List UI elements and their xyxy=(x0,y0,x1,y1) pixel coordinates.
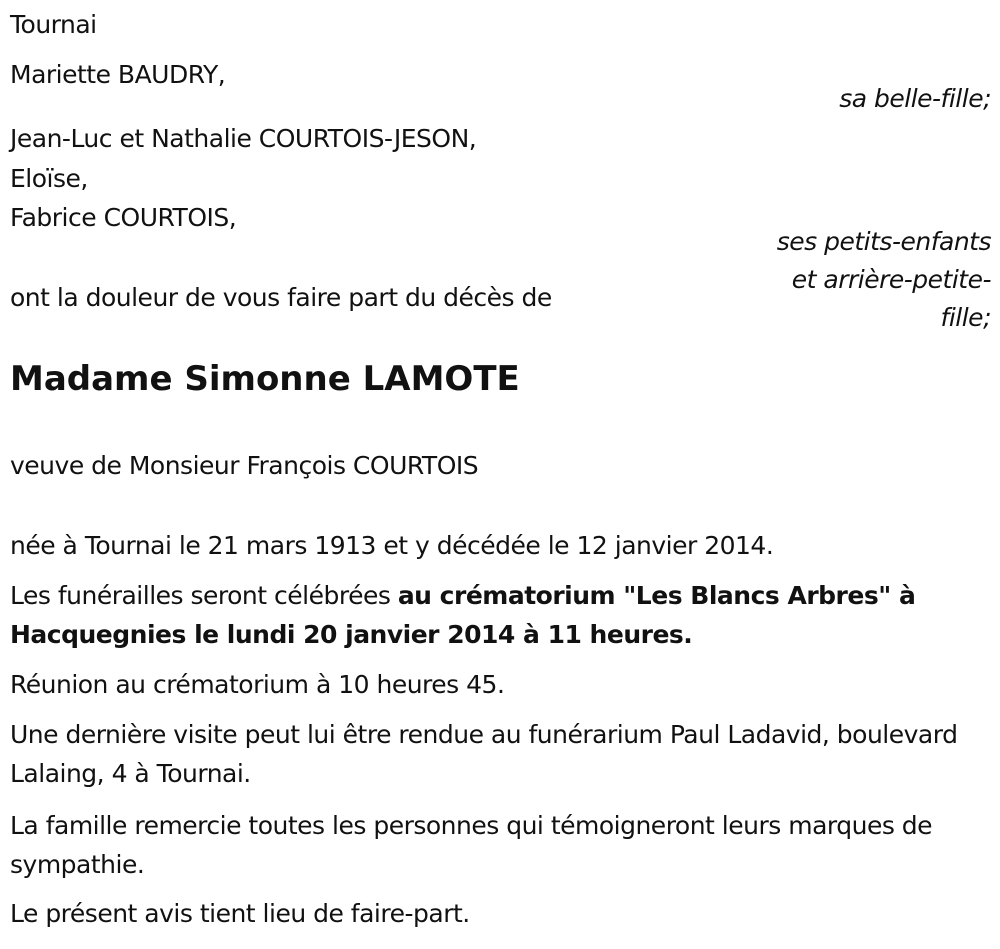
funeral-details: au crématorium "Les Blancs Arbres" à Hacquegnies le lundi 20 janvier 2014 à 11 heures. xyxy=(10,581,916,649)
thanks-text: La famille remercie toutes les personnes qui témoigneront leurs marques de sympathie. xyxy=(10,811,933,879)
city: Tournai xyxy=(10,10,97,39)
family-member-fabrice: Fabrice COURTOIS, xyxy=(10,203,237,232)
role-belle-fille: sa belle-fille; xyxy=(839,84,991,113)
visit-info: Une dernière visite peut lui être rendue au funérarium Paul Ladavid, boulevard Lalaing, 4 à Tournai. xyxy=(10,720,958,788)
role-petits-enfants xyxy=(777,223,991,337)
birth-death: née à Tournai le 21 mars 1913 et y décédée le 12 janvier 2014. xyxy=(10,531,774,560)
family-member-eloise: Eloïse, xyxy=(10,164,88,193)
role-line-3: fille; xyxy=(940,303,991,332)
deceased-name: Madame Simonne LAMOTE xyxy=(10,359,520,399)
funeral-info xyxy=(10,576,985,654)
meeting-info: Réunion au crématorium à 10 heures 45. xyxy=(10,670,505,699)
role-line-1: ses petits-enfants xyxy=(776,227,991,256)
notice-text: Le présent avis tient lieu de faire-part. xyxy=(10,899,470,928)
role-line-2: et arrière-petite- xyxy=(791,265,991,294)
family-member-mariette: Mariette BAUDRY, xyxy=(10,60,226,89)
announcement-text: ont la douleur de vous faire part du décès de xyxy=(10,283,552,312)
family-member-jean-luc-nathalie: Jean-Luc et Nathalie COURTOIS-JESON, xyxy=(10,124,477,153)
funeral-intro: Les funérailles seront célébrées xyxy=(10,581,398,610)
widow-of: veuve de Monsieur François COURTOIS xyxy=(10,451,479,480)
